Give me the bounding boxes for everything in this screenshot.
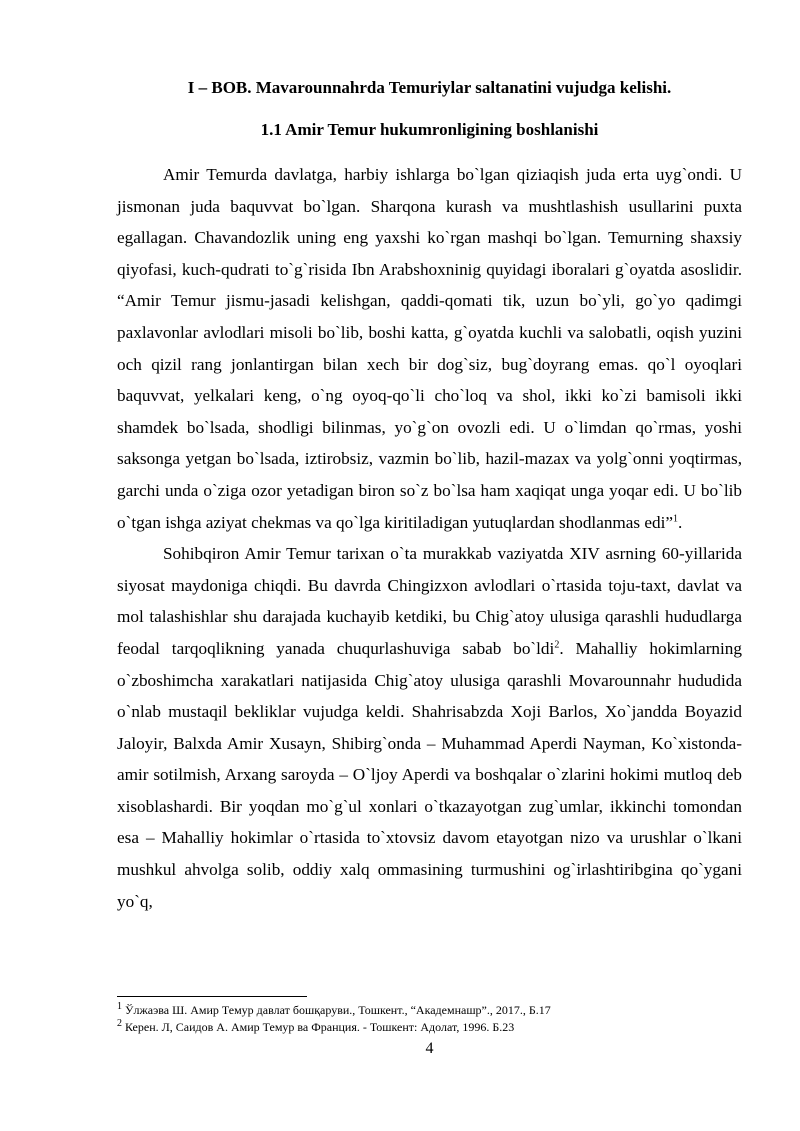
paragraph bbox=[117, 538, 742, 917]
section-title: 1.1 Amir Temur hukumronligining boshlanishi bbox=[260, 120, 599, 139]
paragraph-text: . Mahalliy hokimlarning o`zboshimcha xarakatlari natijasida Chig`atoy ulusiga qarashli Movarounnahr hududida o`nlab mustaqil bekliklar vujudga keldi. Shahrisabzda Xoji Barlos, Xo`jandda Boyazid Jaloyir, Balxda Amir Xusayn, Shibirg`onda – Muhammad Aperdi Nayman, Ko`xistonda-amir sotilmish, Arxang saroyda – O`ljoy Aperdi va boshqalar o`zlarini hokimi mutloq deb xisoblashardi. Bir yoqdan mo`g`ul xonlari o`tkazayotgan zug`umlar, ikkinchi tomondan esa – Mahalliy hokimlar o`rtasida to`xtovsiz davom etayotgan nizo va urushlar o`lkani mushkul ahvolga solib, oddiy xalq ommasining turmushini og`irlashtiribgina qo`ygani yo`q, bbox=[117, 638, 742, 911]
footnote-text: Керен. Л, Саидов А. Амир Темур ва Франция. - Тошкент: Адолат, 1996. Б.23 bbox=[125, 1020, 515, 1034]
paragraph: Amir Temurda davlatga, harbiy ishlarga bo`lgan qiziaqish juda erta uyg`ondi. U jismonan juda baquvvat bo`lgan. Sharqona kurash va mushtlashish usullarini puxta egallagan. Chavandozlik uning eng yaxshi ko`rgan mashqi bo`lgan. Temurning shaxsiy qiyofasi, kuch-qudrati to`g`risida Ibn Arabshoxninig quyidagi iboralari g`oyatda asoslidir. “Amir Temur jismu-jasadi kelishgan, qaddi-qomati tik, uzun bo`yli, go`yo qadimgi paxlavonlar avlodlari misoli bo`lib, boshi katta, g`oyatda kuchli va salobatli, oqish yuzini och qizil rang jonlantirgan bilan xech bir dog`siz, bug`doyrang emas. qo`l oyoqlari baquvvat, yelkalari keng, o`ng oyoq-qo`li cho`loq va shol, ikki ko`zi bamisoli ikki shamdek bo`lsada, shodligi bilinmas, yo`g`on ovozli edi. U o`limdan qo`rmas, yoshi saksonga yetgan bo`lsada, iztirobsiz, vazmin bo`lib, hazil-mazax va yolg`onni yoqtirmas, garchi unda o`ziga ozor yetadigan biron so`z bo`lsa ham xaqiqat unga yoqar edi. U bo`lib o`tgan ishga aziyat chekmas va qo`lga kiritiladigan yutuqlardan shodlanmas edi”$^1$. bbox=[117, 165, 742, 532]
footnote-divider bbox=[117, 996, 307, 997]
footnotes bbox=[117, 1002, 742, 1036]
footnote-text: Ўлжаэва Ш. Амир Темур давлат бошқаруви., Тошкент., “Академнашр”., 2017., Б.17 bbox=[125, 1003, 551, 1017]
footnote bbox=[117, 1002, 742, 1019]
paragraph-text: Sohibqiron Amir Temur tarixan o`ta murakkab vaziyatda XIV asrning 60-yillarida siyosat maydoniga chiqdi. Bu davrda Chingizxon avlodlari o`rtasida toju-taxt, davlat va mol talashishlar shu darajada kuchayib ketdiki, bu Chig`atoy ulusiga qarashli hududlarga feodal tarqoqlikning yanada chuqurlashuviga sabab bo`ldi bbox=[117, 544, 742, 658]
footnote-ref[interactable]: 1 bbox=[673, 512, 679, 524]
footnote-ref[interactable]: 2 bbox=[554, 639, 560, 651]
footnote-number: 2 bbox=[117, 1018, 122, 1029]
chapter-title: I – BOB. Mavarounnahrda Temuriylar saltanatini vujudga kelishi. bbox=[187, 78, 672, 97]
footnote bbox=[117, 1019, 742, 1036]
page-number: 4 bbox=[425, 1040, 434, 1057]
body-text bbox=[117, 159, 742, 917]
paragraph-text: Amir Temurda davlatga, harbiy ishlarga bo`lgan qiziaqish juda erta uyg`ondi. U jismonan juda baquvvat bo`lgan. Sharqona kurash va mushtlashish usullarini puxta egallagan. Chavandozlik uning eng yaxshi ko`rgan mashqi bo`lgan. Temurning shaxsiy qiyofasi, kuch-qudrati to`g`risida Ibn Arabshoxninig quyidagi iboralari g`oyatda asoslidir. “Amir Temur jismu-jasadi kelishgan, qaddi-qomati tik, uzun bo`yli, go`yo qadimgi paxlavonlar avlodlari misoli bo`lib, boshi katta, g`oyatda kuchli va salobatli, oqish yuzini och qizil rang jonlantirgan bilan xech bir dog`siz, bug`doyrang emas. qo`l oyoqlari baquvvat, yelkalari keng, o`ng oyoq-qo`li cho`loq va shol, ikki ko`zi bamisoli ikki shamdek bo`lsada, shodligi bilinmas, yo`g`on ovozli edi. U o`limdan qo`rmas, yoshi saksonga yetgan bo`lsada, iztirobsiz, vazmin bo`lib, hazil-mazax va yolg`onni yoqtirmas, garchi unda o`ziga ozor yetadigan biron so`z bo`lsa ham xaqiqat unga yoqar edi. U bo`lib o`tgan ishga aziyat chekmas va qo`lga kiritiladigan yutuqlardan shodlanmas edi” bbox=[117, 165, 742, 532]
footnote-number: 1 bbox=[117, 1001, 122, 1012]
